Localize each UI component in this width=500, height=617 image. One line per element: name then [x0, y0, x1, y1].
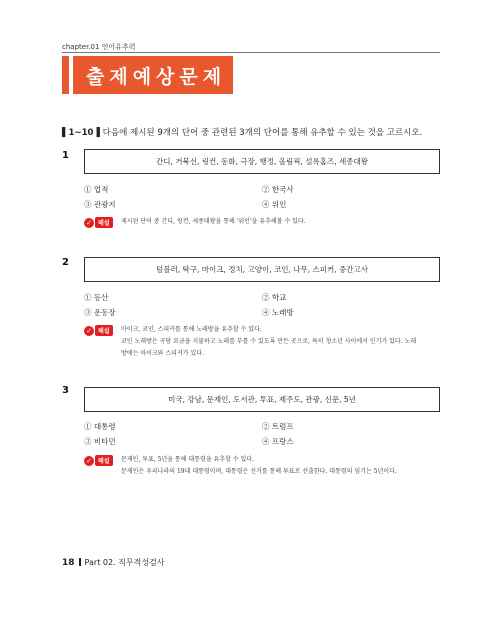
instruction [62, 126, 422, 138]
explanation-tag: 해설 [95, 217, 113, 228]
option[interactable]: ① 업적 [84, 185, 109, 194]
question-number: 3 [62, 385, 69, 396]
option[interactable]: ③ 관광지 [84, 200, 116, 209]
check-icon: ✓ [84, 326, 94, 336]
option[interactable]: ④ 위인 [262, 200, 287, 209]
word-box: 미국, 강남, 문재인, 도서관, 투표, 제주도, 관광, 신문, 5년 [84, 387, 440, 412]
explanation-text [121, 216, 441, 228]
footer-divider [79, 558, 81, 566]
explanation-line: 제시된 단어 중 간디, 링컨, 세종대왕을 통해 '위인'을 유추해볼 수 있다. [121, 218, 306, 225]
explanation-badge [84, 325, 113, 336]
instruction-range: 1~10 [68, 128, 94, 138]
option[interactable]: ④ 프랑스 [262, 437, 294, 446]
explanation-line: 방에는 마이크와 스피커가 있다. [121, 350, 204, 357]
explanation-line: 문재인은 우리나라의 19대 대통령이며, 대통령은 선거를 통해 투표로 선출한다. 대통령의 임기는 5년이다. [121, 468, 397, 475]
chapter-header: chapter.01 언어유추력 [62, 43, 136, 51]
option[interactable]: ① 대통령 [84, 422, 116, 431]
page-footer [62, 557, 165, 568]
explanation-text [121, 454, 441, 478]
explanation-line: 코인 노래방은 곡당 요금을 지불하고 노래를 부를 수 있도록 만든 곳으로, 특히 청소년 사이에서 인기가 있다. 노래 [121, 338, 417, 345]
question-number: 2 [62, 257, 69, 268]
option[interactable]: ③ 운동장 [84, 308, 116, 317]
option[interactable]: ② 한국사 [262, 185, 294, 194]
explanation-badge [84, 455, 113, 466]
instruction-text: 다음에 제시된 9개의 단어 중 관련된 3개의 단어를 통해 유추할 수 있는 것을 고르시오. [102, 128, 423, 138]
page-number: 18 [62, 558, 75, 568]
check-icon: ✓ [84, 456, 94, 466]
option[interactable]: ② 학교 [262, 293, 287, 302]
explanation-tag: 해설 [95, 325, 113, 336]
page-title: 출제예상문제 [86, 66, 227, 88]
explanation-line: 문재인, 투표, 5년을 통해 대통령을 유추할 수 있다. [121, 456, 255, 463]
option[interactable]: ② 트럼프 [262, 422, 294, 431]
explanation-tag: 해설 [95, 455, 113, 466]
option[interactable]: ③ 비타민 [84, 437, 116, 446]
part-label: Part 02. 직무적성검사 [84, 558, 165, 567]
word-box: 간디, 거북선, 링컨, 동화, 극장, 행정, 올림픽, 설록홈즈, 세종대왕 [84, 149, 440, 174]
question-number: 1 [62, 150, 69, 161]
explanation-badge [84, 217, 113, 228]
explanation-text [121, 324, 441, 360]
option[interactable]: ① 등산 [84, 293, 109, 302]
instruction-range-close: ▐ [93, 128, 100, 138]
instruction-range-open: ▌ [62, 128, 69, 138]
word-box: 텀블러, 탁구, 마이크, 정치, 고양이, 코인, 나무, 스피커, 중간고사 [84, 257, 440, 282]
explanation-line: 마이크, 코인, 스피커를 통해 노래방을 유추할 수 있다. [121, 326, 262, 333]
option[interactable]: ④ 노래방 [262, 308, 294, 317]
title-accent-bar [62, 56, 69, 94]
header-divider [62, 52, 440, 53]
check-icon: ✓ [84, 218, 94, 228]
